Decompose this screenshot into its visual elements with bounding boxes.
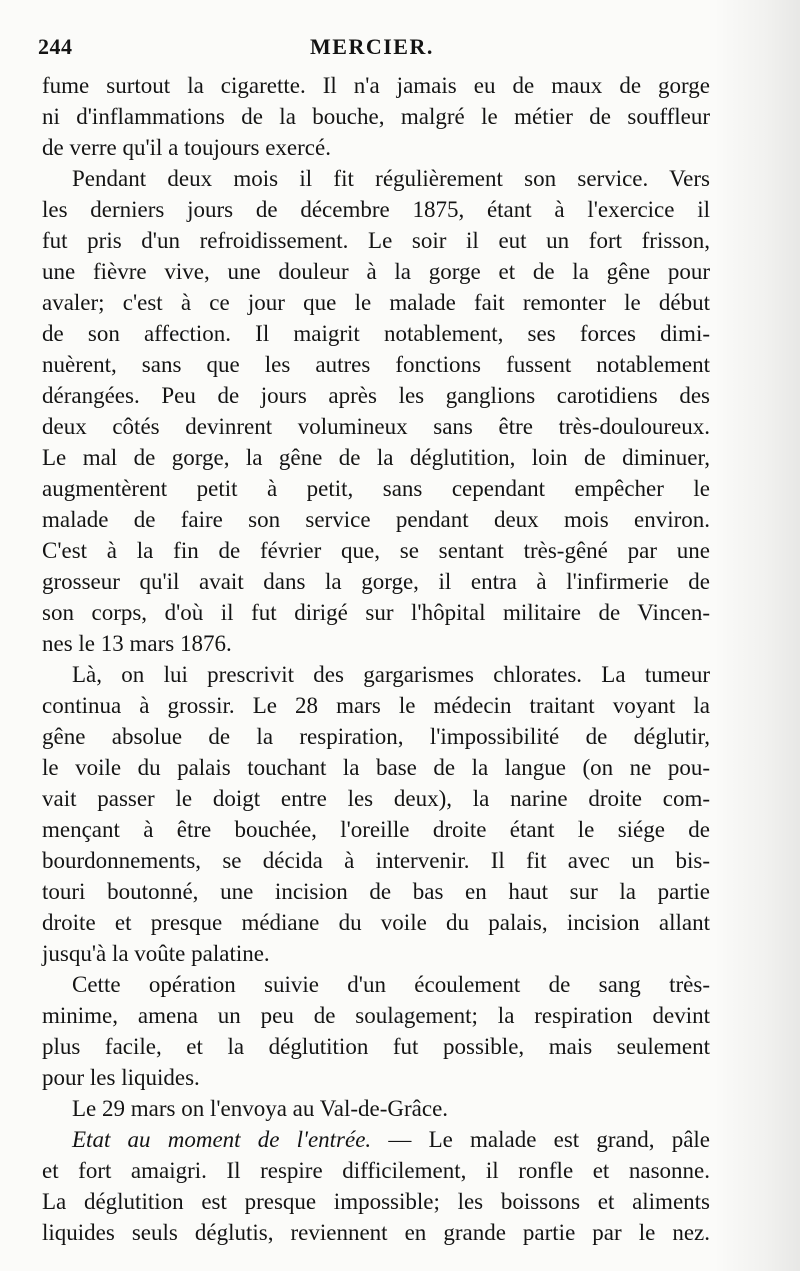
text-line: malade de faire son service pendant deux mois environ. (42, 507, 710, 532)
text-line: Là, on lui prescrivit des gargarismes chlorates. La tumeur (72, 662, 710, 687)
text-line: gêne absolue de la respiration, l'impossibilité de déglutir, (42, 724, 710, 749)
text-line: grosseur qu'il avait dans la gorge, il entra à l'infirmerie de (42, 569, 710, 594)
text-line: son corps, d'où il fut dirigé sur l'hôpital militaire de Vincen- (42, 600, 710, 625)
text-line: avaler; c'est à ce jour que le malade fait remonter le début (42, 290, 710, 315)
text-line (42, 1124, 710, 1155)
text-line: dérangées. Peu de jours après les ganglions carotidiens des (42, 383, 710, 408)
text-line: une fièvre vive, une douleur à la gorge et de la gêne pour (42, 259, 710, 284)
text-line: La déglutition est presque impossible; les boissons et aliments (42, 1189, 710, 1214)
text-line: Pendant deux mois il fit régulièrement son service. Vers (72, 166, 710, 191)
text-line: nuèrent, sans que les autres fonctions fussent notablement (42, 352, 710, 377)
text-line: minime, amena un peu de soulagement; la respiration devint (42, 1003, 710, 1028)
text-line: le voile du palais touchant la base de la langue (on ne pou- (42, 755, 710, 780)
text-line: fut pris d'un refroidissement. Le soir il eut un fort frisson, (42, 228, 710, 253)
text-line: les derniers jours de décembre 1875, étant à l'exercice il (42, 197, 710, 222)
text-line: nes le 13 mars 1876. (42, 631, 232, 656)
text-line: de son affection. Il maigrit notablement, ses forces dimi- (42, 321, 710, 346)
text-line: continua à grossir. Le 28 mars le médecin traitant voyant la (42, 693, 710, 718)
text-line: jusqu'à la voûte palatine. (42, 941, 270, 966)
section-heading-italic: Etat au moment de l'entrée. (72, 1127, 372, 1152)
text-line: liquides seuls déglutis, reviennent en grande partie par le nez. (42, 1220, 710, 1245)
page-header (38, 34, 710, 66)
text-line: Le 29 mars on l'envoya au Val-de-Grâce. (72, 1096, 449, 1121)
text-line-rest: — Le malade est grand, pâle (388, 1127, 710, 1152)
text-line: ni d'inflammations de la bouche, malgré le métier de souffleur (42, 104, 710, 129)
page-number: 244 (38, 34, 73, 59)
text-line: touri boutonné, une incision de bas en haut sur la partie (42, 879, 710, 904)
text-line: augmentèrent petit à petit, sans cependant empêcher le (42, 476, 710, 501)
text-line: deux côtés devinrent volumineux sans être très-douloureux. (42, 414, 710, 439)
page-edge-shadow (714, 0, 800, 1271)
text-line: Le mal de gorge, la gêne de la déglutition, loin de diminuer, (42, 445, 710, 470)
text-line: bourdonnements, se décida à intervenir. Il fit avec un bis- (42, 848, 710, 873)
body-text (42, 70, 710, 1248)
text-line: mençant à être bouchée, l'oreille droite étant le siége de (42, 817, 710, 842)
text-line: fume surtout la cigarette. Il n'a jamais eu de maux de gorge (42, 73, 710, 98)
running-title: MERCIER. (310, 34, 434, 59)
text-line: droite et presque médiane du voile du palais, incision allant (42, 910, 710, 935)
text-line: Cette opération suivie d'un écoulement de sang très- (72, 972, 710, 997)
text-line: C'est à la fin de février que, se sentant très-gêné par une (42, 538, 710, 563)
text-line: plus facile, et la déglutition fut possible, mais seulement (42, 1034, 710, 1059)
text-line: vait passer le doigt entre les deux), la narine droite com- (42, 786, 710, 811)
text-line: de verre qu'il a toujours exercé. (42, 135, 331, 160)
text-line: pour les liquides. (42, 1065, 200, 1090)
text-line: et fort amaigri. Il respire difficilement, il ronfle et nasonne. (42, 1158, 710, 1183)
